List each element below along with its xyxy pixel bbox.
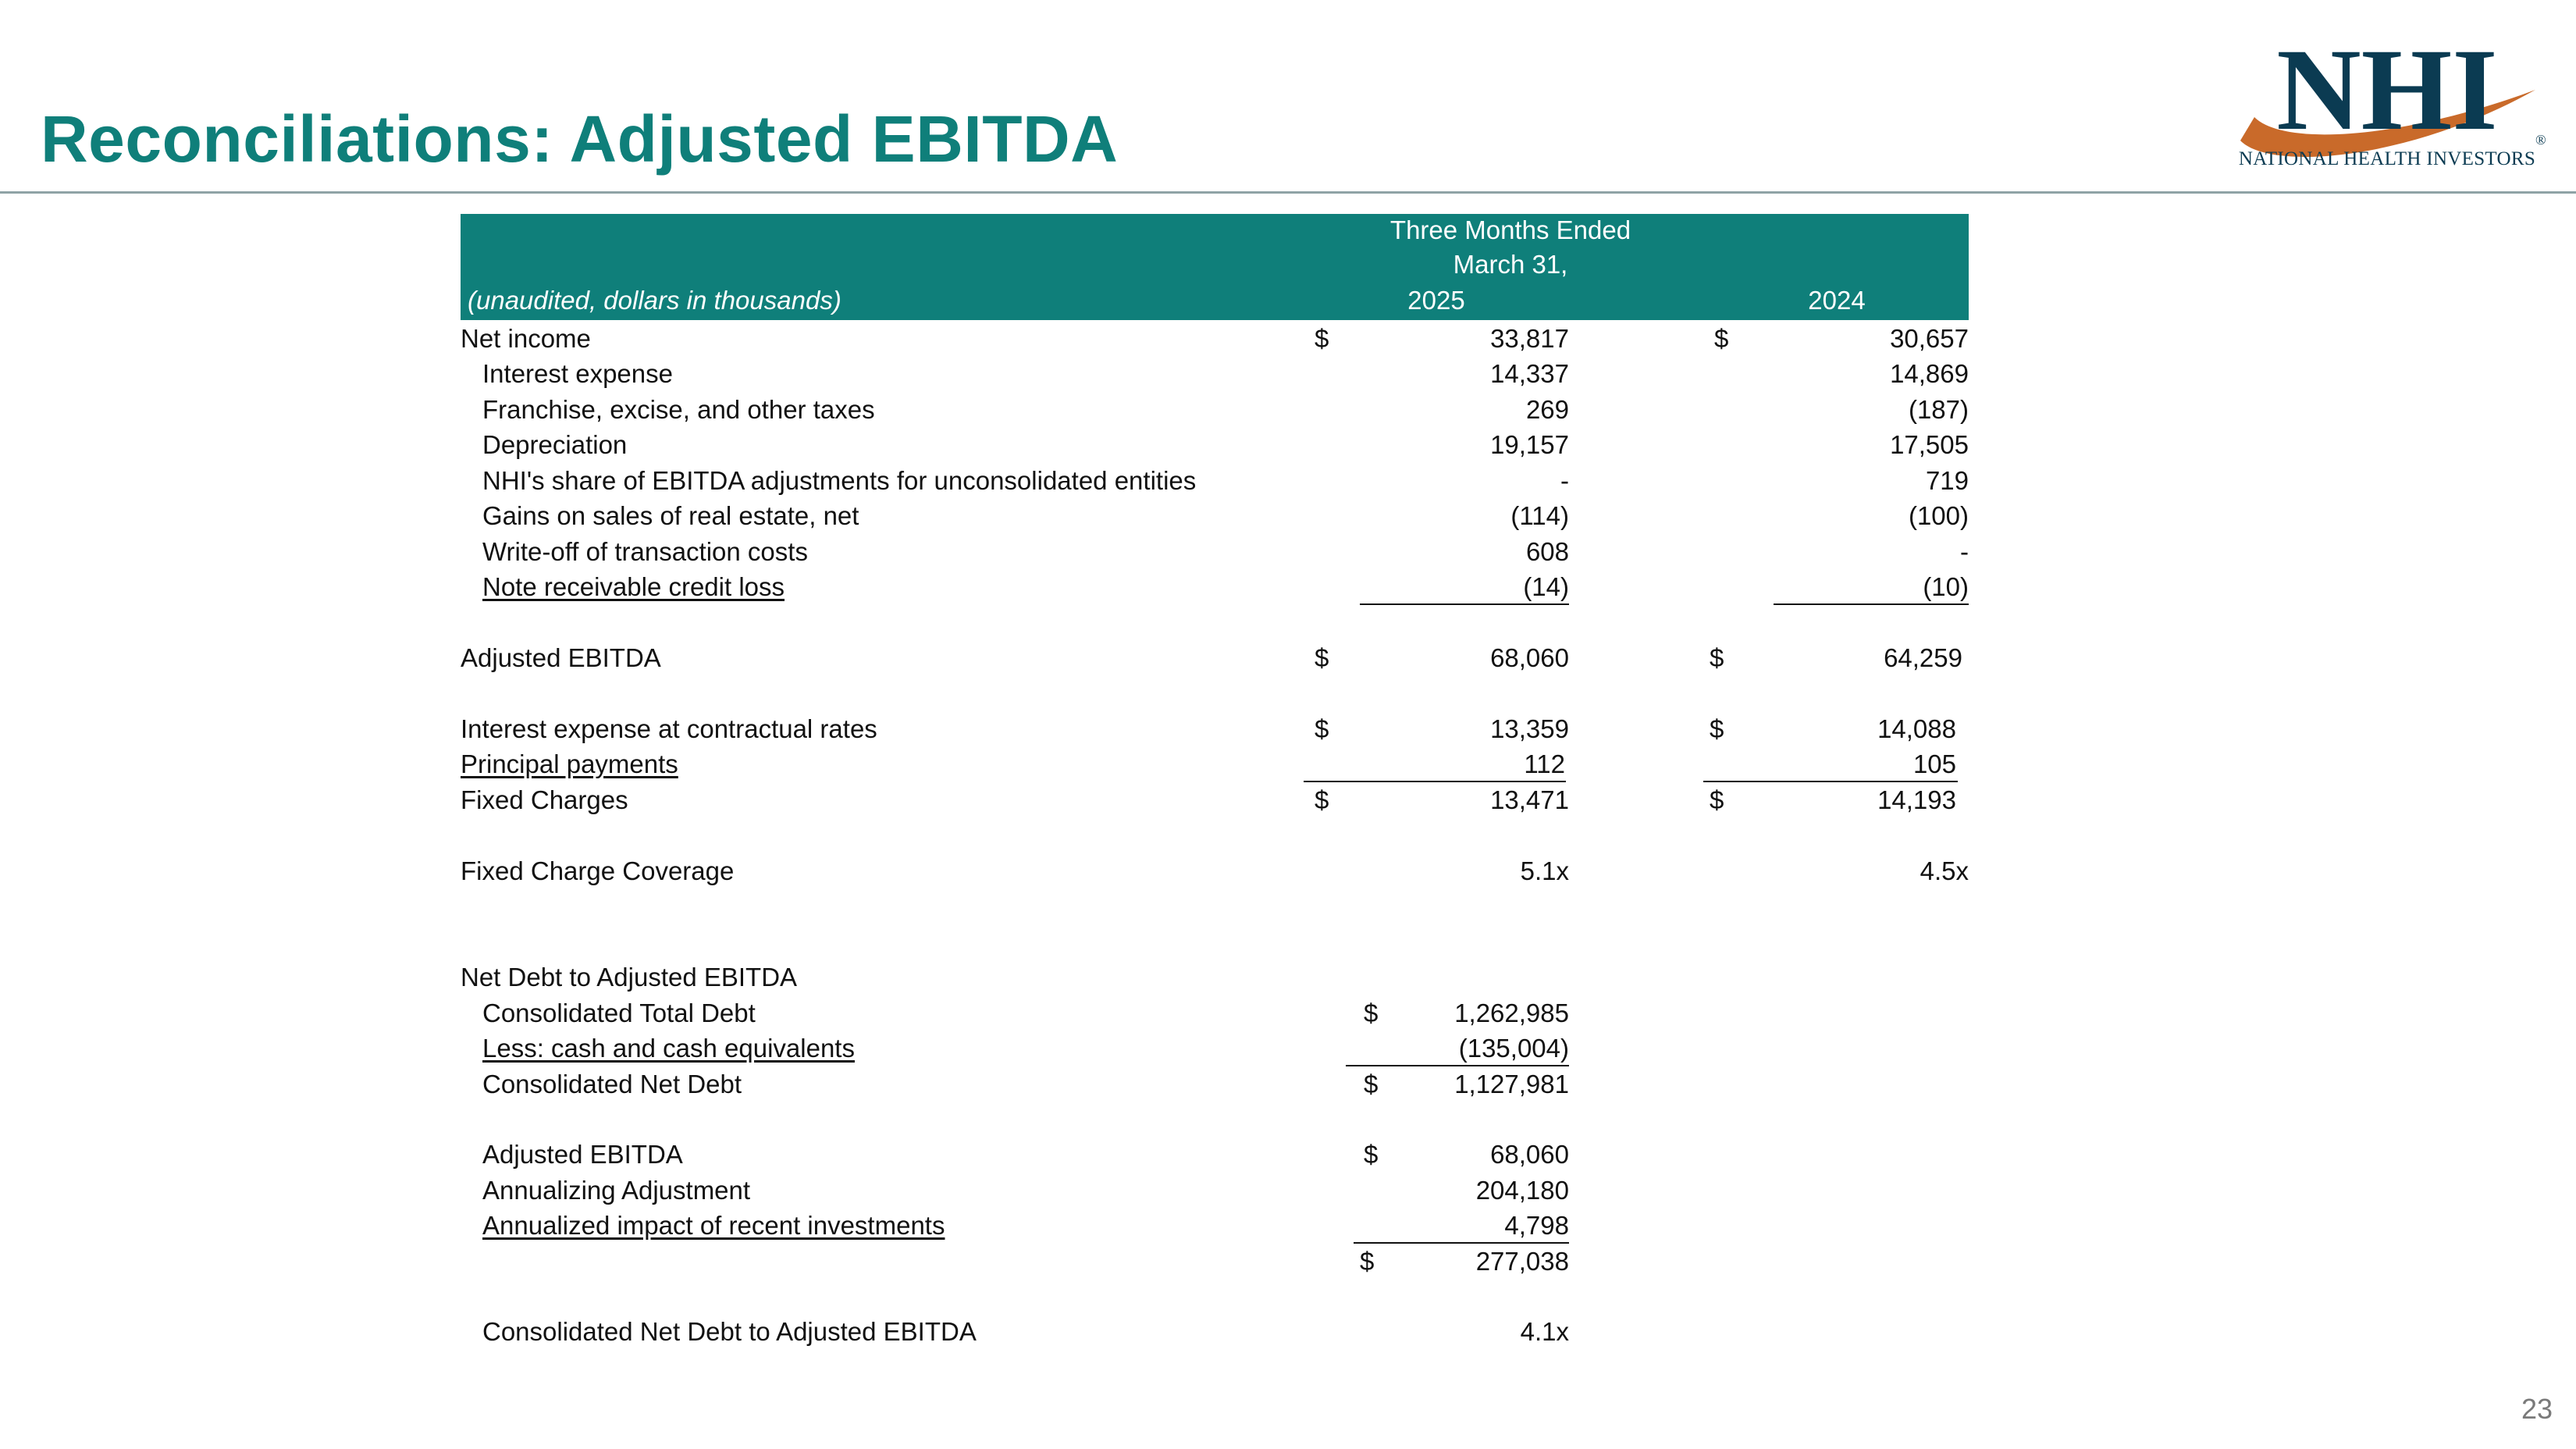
value-2024: 4.5x bbox=[1920, 856, 1969, 885]
row-label: Depreciation bbox=[482, 430, 628, 459]
value-2025: (114) bbox=[1510, 501, 1569, 530]
value-2025: 5.1x bbox=[1520, 856, 1569, 885]
table-row bbox=[0, 1031, 2576, 1066]
subtotal-rule bbox=[1774, 603, 1969, 605]
dollar-sign: $ bbox=[1364, 1070, 1379, 1098]
row-label: Net income bbox=[461, 324, 591, 353]
dollar-sign: $ bbox=[1315, 714, 1329, 743]
year-2024-header: 2024 bbox=[1808, 286, 1866, 315]
table-row bbox=[0, 959, 2576, 995]
dollar-sign: $ bbox=[1315, 324, 1329, 353]
title-divider bbox=[0, 191, 2576, 194]
table-row bbox=[0, 1066, 2576, 1102]
row-label: Interest expense bbox=[482, 359, 673, 388]
value-2024: 105 bbox=[1912, 749, 1956, 778]
table-row bbox=[0, 640, 2576, 675]
dollar-sign: $ bbox=[1710, 643, 1724, 672]
value-2024: 14,869 bbox=[1890, 359, 1969, 388]
table-row bbox=[0, 463, 2576, 498]
table-row bbox=[0, 1244, 2576, 1279]
row-label: Adjusted EBITDA bbox=[482, 1140, 683, 1169]
value-2025: 68,060 bbox=[1490, 643, 1569, 672]
page-title: Reconciliations: Adjusted EBITDA bbox=[41, 102, 1119, 176]
table-row bbox=[0, 321, 2576, 356]
table-row bbox=[0, 995, 2576, 1031]
value-2025: 608 bbox=[1525, 537, 1569, 566]
value-2025: 112 bbox=[1524, 749, 1565, 778]
table-row bbox=[0, 498, 2576, 533]
value-2025: 1,262,985 bbox=[1454, 999, 1569, 1027]
row-label: NHI's share of EBITDA adjustments for unconsolidated entities bbox=[482, 466, 1197, 495]
value-2024: 64,259 bbox=[1884, 643, 1962, 672]
dollar-sign: $ bbox=[1714, 324, 1729, 353]
table-row bbox=[0, 534, 2576, 569]
value-2024: (100) bbox=[1908, 501, 1969, 530]
value-2024: 30,657 bbox=[1890, 324, 1969, 353]
row-label: Annualized impact of recent investments bbox=[482, 1211, 945, 1240]
row-label: Consolidated Total Debt bbox=[482, 999, 756, 1027]
logo-registered-mark: ® bbox=[2535, 132, 2546, 148]
value-2025: 13,359 bbox=[1490, 714, 1569, 743]
period-label-line1: Three Months Ended bbox=[1389, 215, 1631, 244]
dollar-sign: $ bbox=[1315, 785, 1329, 814]
value-2025: 19,157 bbox=[1490, 430, 1569, 459]
row-label: Write-off of transaction costs bbox=[482, 537, 808, 566]
table-header bbox=[461, 214, 1969, 320]
value-2024: (10) bbox=[1923, 572, 1969, 601]
value-2024: 719 bbox=[1925, 466, 1969, 495]
table-row bbox=[0, 392, 2576, 427]
period-label-line2: March 31, bbox=[1453, 250, 1568, 279]
logo-tagline: NATIONAL HEALTH INVESTORS bbox=[2238, 148, 2536, 169]
page-number: 23 bbox=[2521, 1393, 2553, 1425]
row-label: Gains on sales of real estate, net bbox=[482, 501, 859, 530]
dollar-sign: $ bbox=[1364, 999, 1379, 1027]
row-label: Less: cash and cash equivalents bbox=[482, 1034, 855, 1063]
row-label: Franchise, excise, and other taxes bbox=[482, 395, 875, 424]
table-row bbox=[0, 427, 2576, 462]
dollar-sign: $ bbox=[1710, 785, 1724, 814]
dollar-sign: $ bbox=[1364, 1140, 1379, 1169]
row-label: Fixed Charge Coverage bbox=[461, 856, 735, 885]
table-row bbox=[0, 1314, 2576, 1349]
row-label: Consolidated Net Debt to Adjusted EBITDA bbox=[482, 1317, 977, 1346]
value-2025: 277,038 bbox=[1475, 1247, 1569, 1276]
row-label: Consolidated Net Debt bbox=[482, 1070, 742, 1098]
row-label: Interest expense at contractual rates bbox=[461, 714, 877, 743]
table-row bbox=[0, 782, 2576, 817]
row-label: Annualizing Adjustment bbox=[482, 1176, 751, 1205]
value-2025: (14) bbox=[1523, 572, 1569, 601]
table-row bbox=[0, 853, 2576, 888]
value-2024: (187) bbox=[1908, 395, 1969, 424]
value-2025: 1,127,981 bbox=[1454, 1070, 1569, 1098]
table-row bbox=[0, 1208, 2576, 1243]
section-label: Net Debt to Adjusted EBITDA bbox=[461, 963, 798, 992]
value-2025: 4.1x bbox=[1520, 1317, 1569, 1346]
table-row bbox=[0, 356, 2576, 391]
value-2025: 204,180 bbox=[1475, 1176, 1569, 1205]
dollar-sign: $ bbox=[1315, 643, 1329, 672]
subtotal-rule bbox=[1360, 603, 1569, 605]
table-row bbox=[0, 711, 2576, 746]
table-row bbox=[0, 569, 2576, 604]
year-2025-header: 2025 bbox=[1407, 286, 1465, 315]
row-label: Adjusted EBITDA bbox=[461, 643, 661, 672]
value-2024: - bbox=[1960, 537, 1969, 566]
value-2025: 269 bbox=[1525, 395, 1569, 424]
value-2024: 14,193 bbox=[1877, 785, 1956, 814]
table-row bbox=[0, 1137, 2576, 1172]
row-label: Principal payments bbox=[461, 749, 678, 778]
logo-letters: NHI bbox=[2276, 25, 2498, 155]
value-2025: 33,817 bbox=[1490, 324, 1569, 353]
dollar-sign: $ bbox=[1710, 714, 1724, 743]
value-2025: 4,798 bbox=[1504, 1211, 1569, 1240]
value-2024: 14,088 bbox=[1877, 714, 1956, 743]
value-2025: 68,060 bbox=[1490, 1140, 1569, 1169]
row-label: Fixed Charges bbox=[461, 785, 628, 814]
dollar-sign: $ bbox=[1360, 1247, 1375, 1276]
value-2024: 17,505 bbox=[1890, 430, 1969, 459]
table-row bbox=[0, 1173, 2576, 1208]
row-label: Note receivable credit loss bbox=[482, 572, 785, 601]
units-note: (unaudited, dollars in thousands) bbox=[468, 286, 841, 315]
table-row bbox=[0, 746, 2576, 781]
value-2025: 13,471 bbox=[1490, 785, 1569, 814]
value-2025: (135,004) bbox=[1458, 1034, 1569, 1063]
value-2025: - bbox=[1560, 466, 1569, 495]
value-2025: 14,337 bbox=[1490, 359, 1569, 388]
